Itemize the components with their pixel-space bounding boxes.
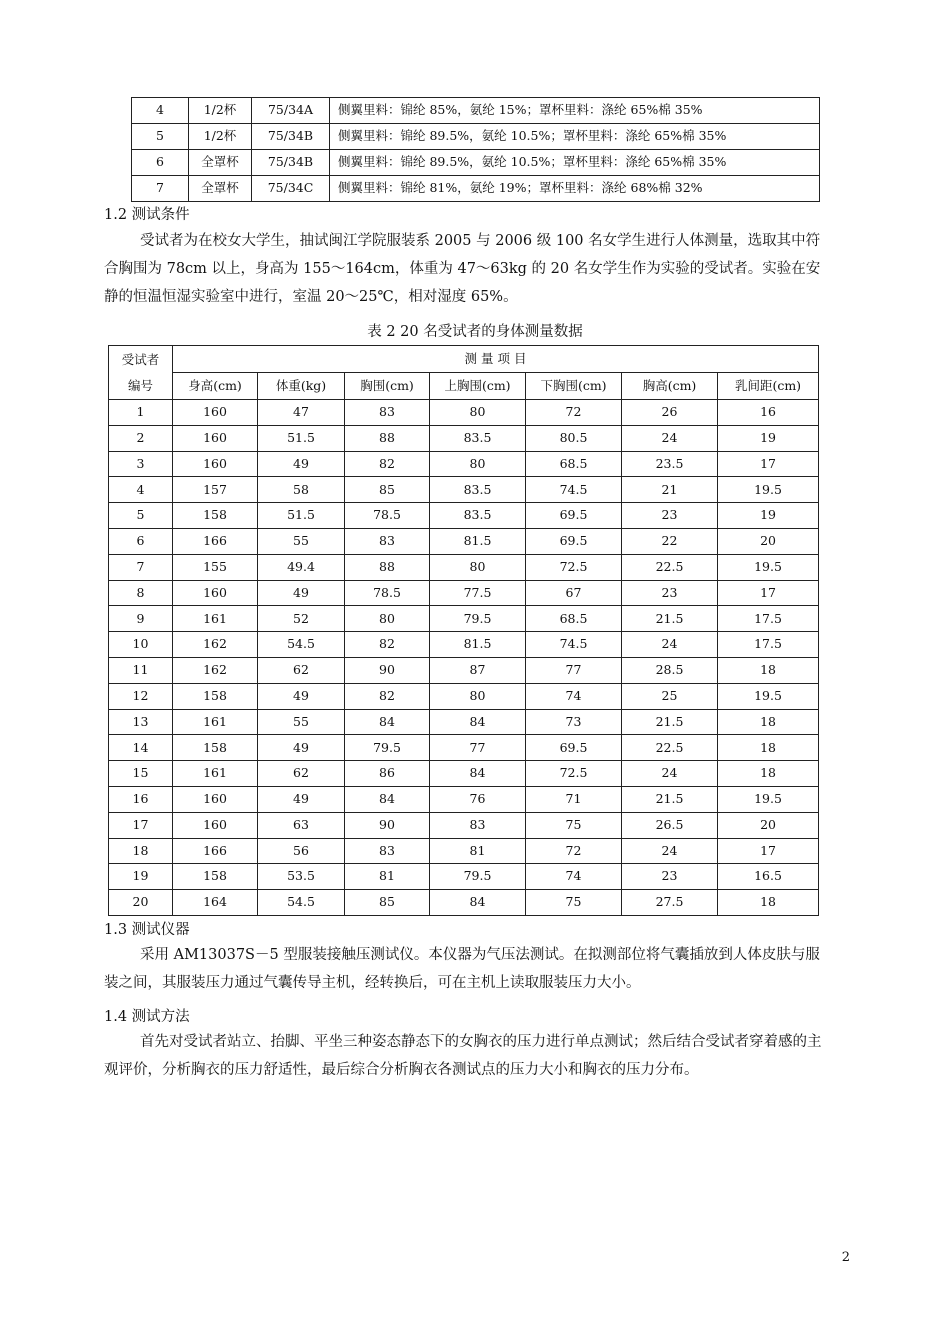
table-cell: 9 [109, 606, 173, 632]
section-heading-1-3: 1.3 测试仪器 [104, 922, 190, 938]
table-cell: 16.5 [718, 864, 819, 890]
table-row [109, 606, 819, 632]
table-cell: 26.5 [622, 812, 718, 838]
fabric-table [131, 97, 820, 202]
table-cell: 19.5 [718, 554, 819, 580]
table-cell: 84 [345, 709, 430, 735]
table-cell: 79.5 [345, 735, 430, 761]
column-header: 胸围(cm) [345, 373, 430, 400]
paragraph-text: 受试者为在校女大学生，抽试闽江学院服装系 2005 与 2006 级 100 名女学生进行人体测量，选取其中符合胸围为 78cm 以上，身高为 155～164cm，体重为 47～63kg 的 20 名女学生作为实验的受试者。实验在安静的恒温恒湿实验室中进行，室温 20～25℃，相对湿度 65%。 [104, 233, 821, 305]
table-cell: 80 [430, 451, 526, 477]
table-cell: 69.5 [526, 735, 622, 761]
table-cell: 87 [430, 657, 526, 683]
table-cell: 83 [345, 528, 430, 554]
table-cell: 14 [109, 735, 173, 761]
table-cell: 75/34C [252, 176, 330, 202]
table-cell: 52 [258, 606, 345, 632]
table-cell: 84 [345, 786, 430, 812]
subject-id-header [109, 346, 173, 400]
table-row [109, 503, 819, 529]
table-row [109, 632, 819, 658]
table-cell: 17 [718, 838, 819, 864]
table-cell: 69.5 [526, 528, 622, 554]
table-cell: 84 [430, 761, 526, 787]
table-cell: 73 [526, 709, 622, 735]
table-cell: 7 [132, 176, 189, 202]
table-cell: 83.5 [430, 477, 526, 503]
table-cell: 90 [345, 657, 430, 683]
table-cell: 24 [622, 425, 718, 451]
table-cell: 82 [345, 683, 430, 709]
table-cell: 56 [258, 838, 345, 864]
table-cell: 5 [132, 124, 189, 150]
table-cell: 62 [258, 761, 345, 787]
table-cell: 75 [526, 812, 622, 838]
table-cell: 全罩杯 [189, 150, 252, 176]
table-cell: 18 [718, 709, 819, 735]
table-cell: 160 [173, 812, 258, 838]
table-cell: 83.5 [430, 425, 526, 451]
table-cell: 80 [430, 400, 526, 426]
table-cell: 80 [345, 606, 430, 632]
table-cell: 17 [718, 451, 819, 477]
table-cell: 82 [345, 632, 430, 658]
table-cell: 158 [173, 683, 258, 709]
measurement-table [108, 345, 819, 916]
table-cell: 20 [718, 528, 819, 554]
column-header: 体重(kg) [258, 373, 345, 400]
table-cell: 80 [430, 554, 526, 580]
table-cell: 23.5 [622, 451, 718, 477]
table-cell: 25 [622, 683, 718, 709]
table-cell: 全罩杯 [189, 176, 252, 202]
table-cell: 53.5 [258, 864, 345, 890]
table-cell: 20 [109, 890, 173, 916]
table-cell: 72 [526, 400, 622, 426]
table-row [109, 580, 819, 606]
table-cell: 76 [430, 786, 526, 812]
table-cell: 15 [109, 761, 173, 787]
table-cell: 19.5 [718, 477, 819, 503]
table-cell: 5 [109, 503, 173, 529]
column-header: 下胸围(cm) [526, 373, 622, 400]
table-cell: 72.5 [526, 761, 622, 787]
table-cell: 79.5 [430, 864, 526, 890]
measurement-table-body [109, 400, 819, 916]
column-header: 身高(cm) [173, 373, 258, 400]
table-row [109, 400, 819, 426]
table-cell: 55 [258, 709, 345, 735]
table-cell: 81 [345, 864, 430, 890]
table-cell: 18 [109, 838, 173, 864]
table-cell: 侧翼里料：锦纶 89.5%，氨纶 10.5%；罩杯里料：涤纶 65%棉 35% [330, 150, 820, 176]
table-row [109, 683, 819, 709]
table-cell: 13 [109, 709, 173, 735]
table-cell: 23 [622, 503, 718, 529]
table-cell: 160 [173, 400, 258, 426]
table-cell: 83 [345, 400, 430, 426]
table-cell: 侧翼里料：锦纶 81%，氨纶 19%；罩杯里料：涤纶 68%棉 32% [330, 176, 820, 202]
table-cell: 162 [173, 657, 258, 683]
table-cell: 162 [173, 632, 258, 658]
table-cell: 88 [345, 425, 430, 451]
table-cell: 160 [173, 786, 258, 812]
column-header-row [109, 373, 819, 400]
table-cell: 160 [173, 451, 258, 477]
table-cell: 161 [173, 606, 258, 632]
table-cell: 19 [109, 864, 173, 890]
table-row [109, 890, 819, 916]
table-cell: 27.5 [622, 890, 718, 916]
table-cell: 68.5 [526, 606, 622, 632]
table-cell: 19.5 [718, 786, 819, 812]
table-cell: 16 [718, 400, 819, 426]
table-cell: 侧翼里料：锦纶 85%，氨纶 15%；罩杯里料：涤纶 65%棉 35% [330, 98, 820, 124]
table-cell: 164 [173, 890, 258, 916]
table-cell: 49 [258, 786, 345, 812]
table-cell: 23 [622, 580, 718, 606]
table-cell: 6 [132, 150, 189, 176]
table-cell: 22.5 [622, 735, 718, 761]
table-cell: 49 [258, 735, 345, 761]
table-cell: 74 [526, 864, 622, 890]
table-cell: 18 [718, 890, 819, 916]
table-cell: 158 [173, 735, 258, 761]
table-cell: 166 [173, 528, 258, 554]
section-heading-1-2: 1.2 测试条件 [104, 207, 190, 223]
table-cell: 12 [109, 683, 173, 709]
table-cell: 24 [622, 761, 718, 787]
table-cell: 54.5 [258, 632, 345, 658]
table-cell: 80 [430, 683, 526, 709]
table-row [132, 124, 820, 150]
table-cell: 160 [173, 580, 258, 606]
table-cell: 155 [173, 554, 258, 580]
table-row [109, 425, 819, 451]
table-cell: 74.5 [526, 477, 622, 503]
table-cell: 69.5 [526, 503, 622, 529]
table-row [109, 451, 819, 477]
table-cell: 82 [345, 451, 430, 477]
table-cell: 77.5 [430, 580, 526, 606]
table-cell: 84 [430, 709, 526, 735]
table-cell: 21.5 [622, 606, 718, 632]
measure-group-header: 测 量 项 目 [173, 346, 819, 373]
table-cell: 78.5 [345, 503, 430, 529]
table-cell: 1/2杯 [189, 124, 252, 150]
header-line: 编号 [127, 377, 153, 393]
table-row [109, 554, 819, 580]
table-row [109, 761, 819, 787]
table-cell: 75/34B [252, 124, 330, 150]
table-cell: 22.5 [622, 554, 718, 580]
table-cell: 84 [430, 890, 526, 916]
table-cell: 88 [345, 554, 430, 580]
table-row [132, 176, 820, 202]
section-heading-1-4: 1.4 测试方法 [104, 1009, 190, 1025]
table-cell: 83.5 [430, 503, 526, 529]
table-cell: 85 [345, 477, 430, 503]
table-cell: 81 [430, 838, 526, 864]
table-row [109, 528, 819, 554]
table-cell: 166 [173, 838, 258, 864]
table-row [109, 477, 819, 503]
table-cell: 81.5 [430, 632, 526, 658]
table-cell: 26 [622, 400, 718, 426]
table-cell: 4 [109, 477, 173, 503]
table-cell: 79.5 [430, 606, 526, 632]
table-cell: 2 [109, 425, 173, 451]
header-row [109, 346, 819, 373]
table-cell: 18 [718, 735, 819, 761]
table-cell: 63 [258, 812, 345, 838]
table-cell: 74 [526, 683, 622, 709]
table-cell: 4 [132, 98, 189, 124]
table-cell: 72 [526, 838, 622, 864]
table-cell: 68.5 [526, 451, 622, 477]
table-cell: 18 [718, 657, 819, 683]
table-row [109, 657, 819, 683]
table-row [109, 735, 819, 761]
table-cell: 77 [526, 657, 622, 683]
table-cell: 6 [109, 528, 173, 554]
table-cell: 157 [173, 477, 258, 503]
table-cell: 21.5 [622, 786, 718, 812]
header-line: 受试者 [121, 351, 160, 367]
table-cell: 3 [109, 451, 173, 477]
table-cell: 51.5 [258, 503, 345, 529]
table-row [132, 98, 820, 124]
table-cell: 8 [109, 580, 173, 606]
table-row [109, 838, 819, 864]
table-cell: 47 [258, 400, 345, 426]
table-cell: 16 [109, 786, 173, 812]
table-cell: 62 [258, 657, 345, 683]
table-cell: 7 [109, 554, 173, 580]
table-cell: 22 [622, 528, 718, 554]
table-cell: 1/2杯 [189, 98, 252, 124]
table-row [109, 812, 819, 838]
table-cell: 17.5 [718, 606, 819, 632]
table-cell: 28.5 [622, 657, 718, 683]
table-cell: 17.5 [718, 632, 819, 658]
table-cell: 71 [526, 786, 622, 812]
paragraph-1-3 [104, 941, 828, 997]
table-cell: 19.5 [718, 683, 819, 709]
table-cell: 83 [345, 838, 430, 864]
table-cell: 51.5 [258, 425, 345, 451]
table-cell: 80.5 [526, 425, 622, 451]
table-cell: 81.5 [430, 528, 526, 554]
table-cell: 21.5 [622, 709, 718, 735]
table-cell: 17 [718, 580, 819, 606]
paragraph-1-2 [104, 227, 828, 311]
table-cell: 90 [345, 812, 430, 838]
table-cell: 83 [430, 812, 526, 838]
paragraph-1-4 [104, 1028, 828, 1084]
column-header: 胸高(cm) [622, 373, 718, 400]
table-cell: 75/34A [252, 98, 330, 124]
table-cell: 160 [173, 425, 258, 451]
table-cell: 67 [526, 580, 622, 606]
table-cell: 17 [109, 812, 173, 838]
table-cell: 侧翼里料：锦纶 89.5%，氨纶 10.5%；罩杯里料：涤纶 65%棉 35% [330, 124, 820, 150]
column-header: 乳间距(cm) [718, 373, 819, 400]
table-cell: 24 [622, 838, 718, 864]
table-row [109, 786, 819, 812]
table-cell: 74.5 [526, 632, 622, 658]
table-cell: 21 [622, 477, 718, 503]
table-cell: 11 [109, 657, 173, 683]
table-cell: 1 [109, 400, 173, 426]
table-cell: 78.5 [345, 580, 430, 606]
table-cell: 49 [258, 683, 345, 709]
table-cell: 19 [718, 503, 819, 529]
table-cell: 49 [258, 451, 345, 477]
table-cell: 24 [622, 632, 718, 658]
table-cell: 77 [430, 735, 526, 761]
table-cell: 49 [258, 580, 345, 606]
paragraph-text: 采用 AM13037S－5 型服装接触压测试仪。本仪器为气压法测试。在拟测部位将气囊插放到人体皮肤与服装之间，其服装压力通过气囊传导主机，经转换后，可在主机上读取服装压力大小。 [104, 947, 820, 991]
table-cell: 158 [173, 503, 258, 529]
table-cell: 158 [173, 864, 258, 890]
table-row [109, 709, 819, 735]
table-cell: 19 [718, 425, 819, 451]
table-cell: 75 [526, 890, 622, 916]
table-cell: 55 [258, 528, 345, 554]
table-row [132, 150, 820, 176]
page-number: 2 [841, 1250, 850, 1265]
table-cell: 161 [173, 761, 258, 787]
table-cell: 85 [345, 890, 430, 916]
table-cell: 54.5 [258, 890, 345, 916]
column-header: 上胸围(cm) [430, 373, 526, 400]
table-cell: 161 [173, 709, 258, 735]
table-cell: 72.5 [526, 554, 622, 580]
table-cell: 75/34B [252, 150, 330, 176]
table-cell: 58 [258, 477, 345, 503]
table-row [109, 864, 819, 890]
paragraph-text: 首先对受试者站立、抬脚、平坐三种姿态静态下的女胸衣的压力进行单点测试；然后结合受试者穿着感的主观评价，分析胸衣的压力舒适性，最后综合分析胸衣各测试点的压力大小和胸衣的压力分布。 [104, 1034, 822, 1078]
table-cell: 10 [109, 632, 173, 658]
table-cell: 49.4 [258, 554, 345, 580]
table-cell: 23 [622, 864, 718, 890]
table-cell: 20 [718, 812, 819, 838]
table-caption: 表 2 20 名受试者的身体测量数据 [367, 324, 583, 340]
table-cell: 86 [345, 761, 430, 787]
table-cell: 18 [718, 761, 819, 787]
